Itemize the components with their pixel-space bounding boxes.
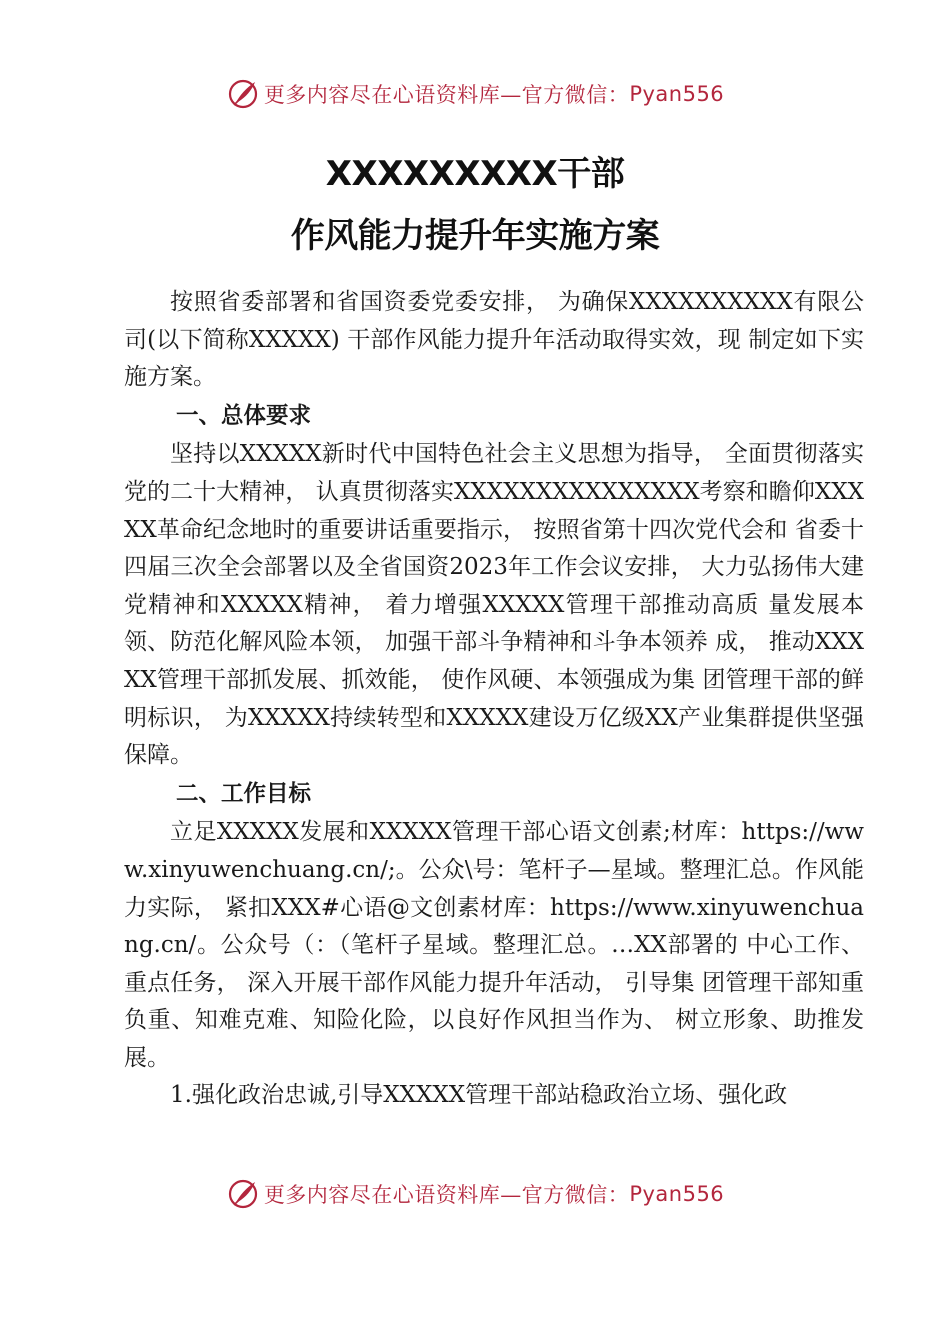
section-paragraph-work-goals: 立足XXXXX发展和XXXXX管理干部心语文创素;材库：https://www.xinyuwenchuang.cn/;。公众\号：笔杆子—星域。整理汇总。作风能力实际， 紧扣XXX#心语@文创素材库：https://www.xinyuwenchuang.cn/。公众号（：（笔杆子星域。整理汇总。…XX部署的 中心工作、重点任务， 深入开展干部作风能力提升年活动， 引导集 团管理干部知重负重、知难克难、知险化险，以良好作风担当作为、 树立形象、助推发展。 [124,819,864,1071]
document-title-line-1: XXXXXXXXX干部 [325,154,625,194]
document-body [124,284,864,1115]
watermark-text: 更多内容尽在心语资料库—官方微信： [263,83,630,107]
watermark-banner-top [0,74,950,114]
section-paragraph-general-requirements: 坚持以XXXXX新时代中国特色社会主义思想为指导， 全面贯彻落实党的二十大精神， 认真贯彻落实XXXXXXXXXXXXXXX考察和瞻仰XXXXX革命纪念地时的重要讲话重要指示， 按照省第十四次党代会和 省委十四届三次全会部署以及全省国资2023年工作会议安排， 大力弘扬伟大建党精神和XXXXX精神， 着力增强XXXXX管理干部推动高质 量发展本领、防范化解风险本领， 加强干部斗争精神和斗争本领养 成， 推动XXXXX管理干部抓发展、抓效能， 使作风硬、本领强成为集 团管理干部的鲜明标识， 为XXXXX持续转型和XXXXX建设万亿级XX产业集群提供坚强保障。 [124,441,864,769]
feather-pen-logo-icon [226,1177,260,1211]
watermark-banner-bottom [0,1174,950,1214]
list-item-1: 1.强化政治忠诚,引导XXXXX管理干部站稳政治立场、强化政 [170,1082,788,1109]
intro-paragraph: 按照省委部署和省国资委党委安排， 为确保XXXXXXXXXX有限公司(以下简称XXXXX) 干部作风能力提升年活动取得实效，现 制定如下实施方案。 [124,289,864,391]
watermark-wechat-id: Pyan556 [629,82,725,106]
section-heading-general-requirements: 一、总体要求 [176,402,312,429]
section-heading-work-goals: 二、工作目标 [176,780,312,807]
document-title-line-2: 作风能力提升年实施方案 [290,216,660,256]
watermark-wechat-id: Pyan556 [629,1182,725,1206]
watermark-text: 更多内容尽在心语资料库—官方微信： [263,1183,630,1207]
feather-pen-logo-icon [226,77,260,111]
